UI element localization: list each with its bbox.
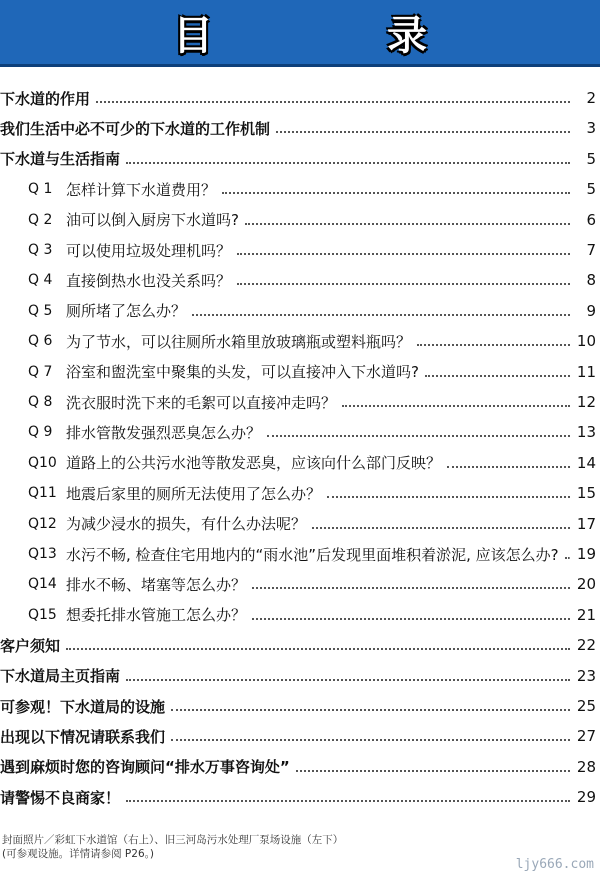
toc-page-number: 21 <box>576 605 596 624</box>
toc-entry[interactable] <box>0 570 596 598</box>
toc-page-number: 27 <box>576 727 596 746</box>
dot-leader <box>312 527 570 529</box>
toc-entry-label: 下水道局主页指南 <box>0 667 121 686</box>
question-number: Q14 <box>28 576 57 593</box>
toc-page-number: 7 <box>586 241 596 259</box>
toc-entry[interactable] <box>0 479 596 507</box>
dot-leader <box>252 618 570 620</box>
toc-entry[interactable] <box>0 449 596 477</box>
question-number: Q11 <box>28 485 57 502</box>
toc-entry-label: 请警惕不良商家！ <box>0 788 121 807</box>
toc-entry-label: 浴室和盥洗室中聚集的头发，可以直接冲入下水道吗? <box>66 363 419 382</box>
dot-leader <box>96 101 570 103</box>
toc-entry-label: 排水管散发强烈恶臭怎么办？ <box>66 423 262 442</box>
dot-leader <box>296 770 570 772</box>
caption-line-2: (可参观设施。详情请参阅 P26。) <box>2 848 154 860</box>
toc-entry[interactable] <box>0 692 596 720</box>
toc-entry-label: 水污不畅, 检查住宅用地内的“雨水池”后发现里面堆积着淤泥, 应该怎么办? <box>66 545 559 564</box>
toc-entry[interactable] <box>0 114 596 142</box>
dot-leader <box>66 648 570 650</box>
caption-line-1: 封面照片／彩虹下水道馆（右上）、旧三河岛污水处理厂泵场设施（左下） <box>2 834 344 846</box>
dot-leader <box>565 557 570 559</box>
toc-page-number: 20 <box>576 575 596 594</box>
question-number: Q 3 <box>28 242 53 258</box>
toc-page-number: 12 <box>576 393 596 411</box>
header-banner <box>0 0 600 67</box>
toc-entry-label: 下水道与生活指南 <box>0 150 121 169</box>
toc-page-number: 29 <box>576 788 596 807</box>
toc-page-number: 25 <box>576 697 596 715</box>
toc-entry[interactable] <box>0 510 596 538</box>
dot-leader <box>126 162 570 164</box>
dot-leader <box>276 131 570 133</box>
toc-entry-label: 排水不畅、堵塞等怎么办？ <box>66 575 247 594</box>
dot-leader <box>342 405 570 407</box>
dot-leader <box>267 435 570 437</box>
toc-page-number: 14 <box>576 453 596 472</box>
question-number: Q12 <box>28 515 57 532</box>
toc-page-number: 17 <box>576 514 596 533</box>
dot-leader <box>252 587 570 589</box>
toc-page-number: 19 <box>576 545 596 563</box>
question-number: Q 7 <box>28 363 53 380</box>
toc-entry-label: 怎样计算下水道费用？ <box>66 180 217 199</box>
toc-entry-label: 可以使用垃圾处理机吗？ <box>66 241 232 260</box>
toc-page-number: 5 <box>586 149 596 168</box>
dot-leader <box>425 375 570 377</box>
dot-leader <box>126 800 570 802</box>
question-number: Q10 <box>28 454 57 471</box>
watermark-text: ljy666.com <box>515 857 594 872</box>
dot-leader <box>237 283 570 285</box>
toc-page-number: 8 <box>586 271 596 290</box>
toc-page-number: 9 <box>586 301 596 320</box>
toc-entry-label: 道路上的公共污水池等散发恶臭，应该向什么部门反映？ <box>66 454 442 473</box>
toc-page-number: 13 <box>576 423 596 442</box>
toc-entry[interactable] <box>0 631 596 659</box>
question-number: Q 9 <box>28 424 53 441</box>
toc-entry[interactable] <box>0 175 596 203</box>
toc-entry-label: 客户须知 <box>0 636 61 655</box>
toc-page-number: 10 <box>576 332 596 351</box>
toc-entry-label: 下水道的作用 <box>0 89 91 108</box>
toc-entry[interactable] <box>0 145 596 173</box>
toc-entry[interactable] <box>0 266 596 294</box>
toc-page-number: 28 <box>576 757 596 776</box>
question-number: Q 8 <box>28 394 53 410</box>
toc-entry[interactable] <box>0 601 596 629</box>
toc-entry[interactable] <box>0 327 596 355</box>
dot-leader <box>171 709 570 711</box>
dot-leader <box>192 314 570 316</box>
toc-entry[interactable] <box>0 388 596 416</box>
dot-leader <box>237 253 570 255</box>
toc-entry[interactable] <box>0 722 596 750</box>
toc-entry[interactable] <box>0 418 596 446</box>
toc-page-number: 5 <box>586 180 596 199</box>
toc-entry[interactable] <box>0 753 596 781</box>
toc-entry[interactable] <box>0 84 596 112</box>
toc-entry-label: 出现以下情况请联系我们 <box>0 727 166 746</box>
question-number: Q15 <box>28 606 57 623</box>
cover-photo-caption <box>2 833 343 861</box>
dot-leader <box>222 192 570 194</box>
question-number: Q 2 <box>28 211 53 228</box>
question-number: Q13 <box>28 546 57 562</box>
toc-entry-label: 为了节水，可以往厕所水箱里放玻璃瓶或塑料瓶吗？ <box>66 332 412 351</box>
dot-leader <box>327 496 570 498</box>
question-number: Q 6 <box>28 333 53 350</box>
dot-leader <box>171 739 570 741</box>
toc-entry-label: 可参观！下水道局的设施 <box>0 697 166 716</box>
toc-page-number: 6 <box>586 210 596 229</box>
question-number: Q 1 <box>28 181 53 198</box>
toc-entry-label: 地震后家里的厕所无法使用了怎么办？ <box>66 484 322 503</box>
dot-leader <box>245 223 570 225</box>
dot-leader <box>126 679 570 681</box>
page-title: 目 录 <box>173 12 507 59</box>
toc-page-number: 15 <box>576 484 596 503</box>
toc-entry-label: 油可以倒入厨房下水道吗? <box>66 211 239 230</box>
toc-entry-label: 直接倒热水也没关系吗？ <box>66 271 232 290</box>
toc-entry[interactable] <box>0 206 596 234</box>
toc-entry-label: 为减少浸水的损失，有什么办法呢？ <box>66 515 307 534</box>
toc-entry[interactable] <box>0 540 596 568</box>
dot-leader <box>447 466 570 468</box>
toc-page-number: 22 <box>576 636 596 655</box>
toc-entry-label: 遇到麻烦时您的咨询顾问“排水万事咨询处” <box>0 758 290 777</box>
toc-entry-label: 厕所堵了怎么办？ <box>66 302 187 321</box>
toc-entry-label: 想委托排水管施工怎么办？ <box>66 606 247 625</box>
toc-entry[interactable] <box>0 662 596 690</box>
question-number: Q 4 <box>28 272 53 289</box>
dot-leader <box>417 344 570 346</box>
toc-entry-label: 我们生活中必不可少的下水道的工作机制 <box>0 119 271 138</box>
toc-page-number: 2 <box>586 89 596 107</box>
question-number: Q 5 <box>28 302 53 319</box>
toc-entry[interactable] <box>0 297 596 325</box>
toc-page-number: 3 <box>586 119 596 138</box>
toc-page-number: 11 <box>576 362 596 381</box>
toc-entry-label: 洗衣服时洗下来的毛絮可以直接冲走吗？ <box>66 393 337 412</box>
toc-page-number: 23 <box>576 666 596 685</box>
toc-entry[interactable] <box>0 783 596 811</box>
toc-entry[interactable] <box>0 236 596 264</box>
toc-entry[interactable] <box>0 358 596 386</box>
